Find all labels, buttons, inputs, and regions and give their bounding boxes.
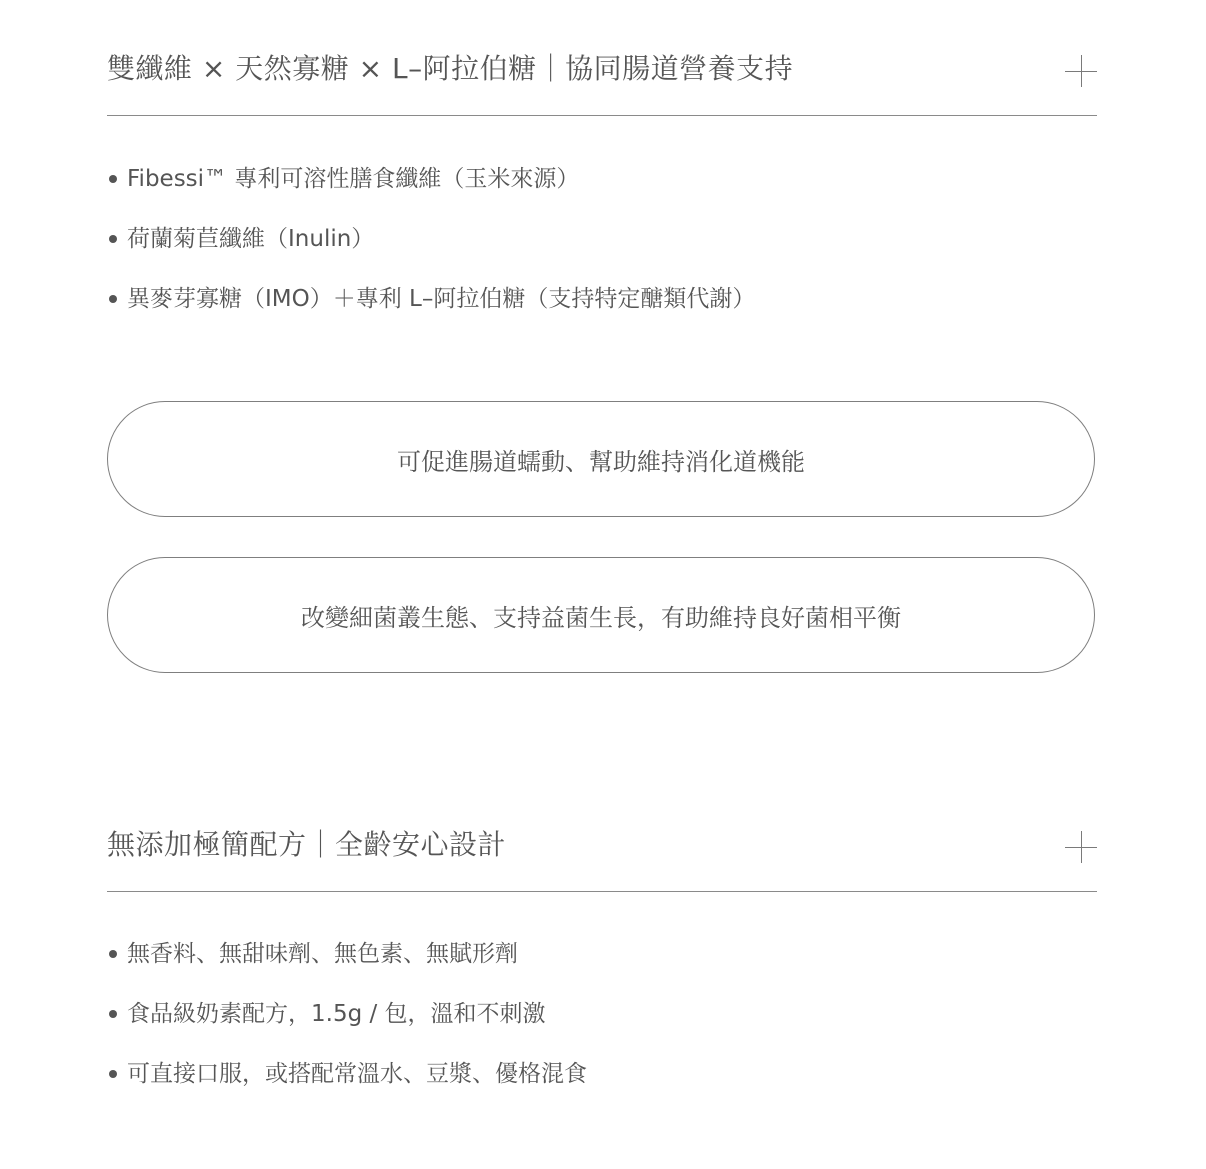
bullet-dot-icon [109,1010,117,1018]
list-item-text: 無香料、無甜味劑、無色素、無賦形劑 [127,941,518,967]
benefit-text: 改變細菌叢生態、支持益菌生長，有助維持良好菌相平衡 [301,603,901,632]
bullet-dot-icon [109,235,117,243]
accordion-title: 無添加極簡配方｜全齡安心設計 [107,828,507,861]
bullet-dot-icon [109,950,117,958]
list-item-text: 異麥芽寡糖（IMO）＋專利 L–阿拉伯糖（支持特定醣類代謝） [127,286,756,312]
bullet-dot-icon [109,175,117,183]
accordion-header-fiber[interactable] [107,0,1097,116]
list-item [107,1058,587,1090]
list-item-text: 食品級奶素配方，1.5g / 包，溫和不刺激 [127,1001,546,1027]
bullet-dot-icon [109,295,117,303]
content-wrapper [107,0,1097,1087]
benefit-text: 可促進腸道蠕動、幫助維持消化道機能 [397,447,805,476]
list-item [107,998,587,1030]
plus-icon[interactable] [1065,55,1097,87]
accordion-header-formula[interactable] [107,776,1097,892]
bullet-dot-icon [109,1070,117,1078]
list-item [107,223,755,255]
ingredient-list [107,163,755,315]
plus-icon[interactable] [1065,831,1097,863]
accordion-title: 雙纖維 × 天然寡糖 × L–阿拉伯糖｜協同腸道營養支持 [107,52,794,85]
list-item-text: 可直接口服，或搭配常溫水、豆漿、優格混食 [127,1061,587,1087]
feature-list [107,938,587,1090]
accordion-section-fiber [107,0,1097,632]
benefit-pill [107,557,1095,673]
list-item [107,283,755,315]
benefit-pill [107,401,1095,517]
accordion-section-formula [107,776,1097,1087]
list-item [107,163,755,195]
list-item-text: Fibessi™ 專利可溶性膳食纖維（玉米來源） [127,166,580,192]
list-item-text: 荷蘭菊苣纖維（Inulin） [127,226,375,252]
list-item [107,938,587,970]
